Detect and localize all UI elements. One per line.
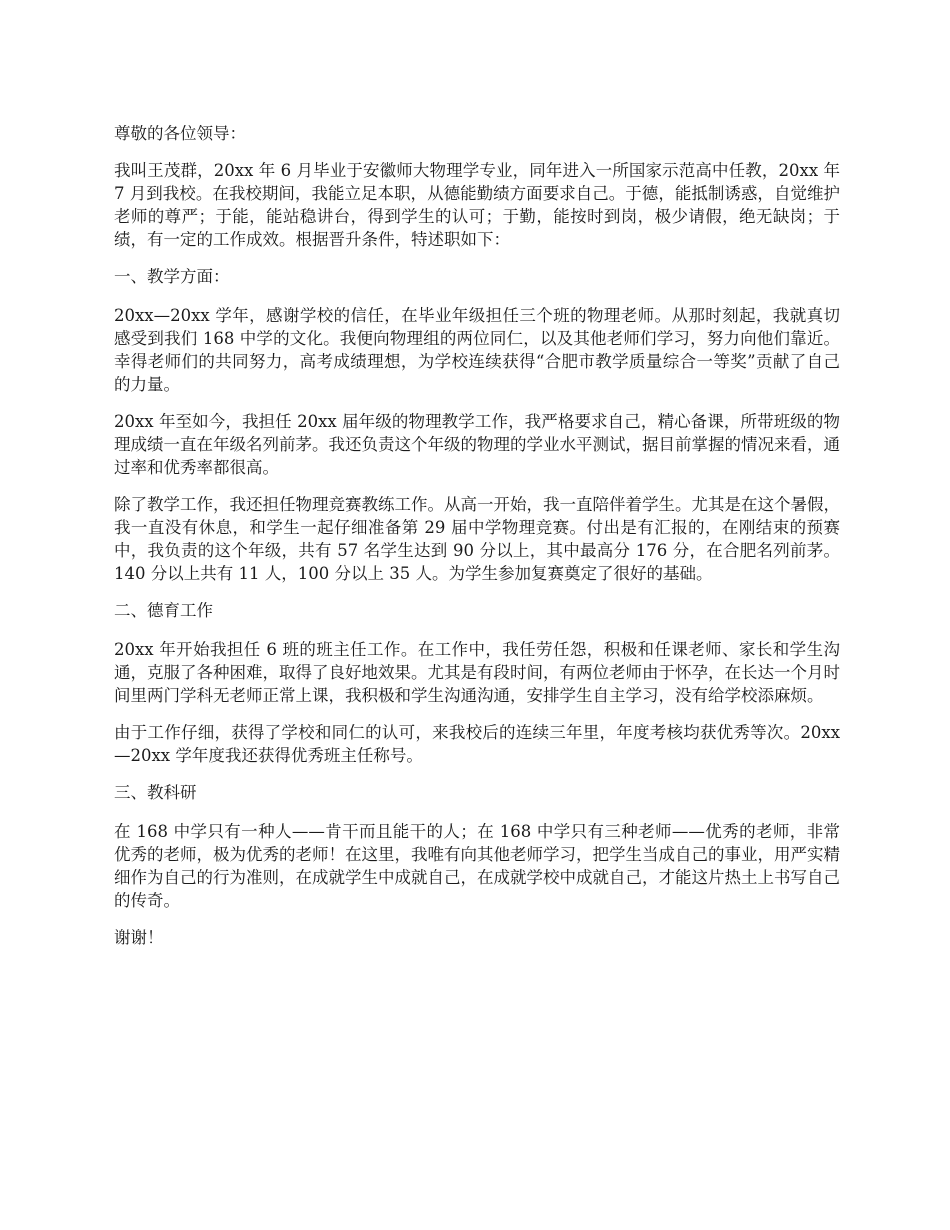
section-heading-teaching: 一、教学方面： <box>114 267 230 286</box>
teaching-paragraph-1: 20xx—20xx 学年，感谢学校的信任，在毕业年级担任三个班的物理老师。从那时刻起，我就真切感受到我们 168 中学的文化。我便向物理组的两位同仁，以及其他老师们学习，努力向他们靠近。幸得老师们的共同努力，高考成绩理想，为学校连续获得“合肥市教学质量综合一等奖”贡献了自己的力量。 <box>114 306 840 394</box>
teaching-paragraph-2: 20xx 年至如今，我担任 20xx 届年级的物理教学工作，我严格要求自己，精心备课，所带班级的物理成绩一直在年级名列前茅。我还负责这个年级的物理的学业水平测试，据目前掌握的情况来看，通过率和优秀率都很高。 <box>114 412 840 477</box>
section-heading-research: 三、教科研 <box>114 783 197 802</box>
salutation: 尊敬的各位领导： <box>114 124 246 143</box>
document-body <box>114 122 840 963</box>
research-paragraph-1: 在 168 中学只有一种人——肯干而且能干的人；在 168 中学只有三种老师——优秀的老师，非常优秀的老师，极为优秀的老师！在这里，我唯有向其他老师学习，把学生当成自己的事业，用严实精细作为自己的行为准则，在成就学生中成就自己，在成就学校中成就自己，才能这片热土上书写自己的传奇。 <box>114 822 840 910</box>
section-heading-moral-education: 二、德育工作 <box>114 601 213 620</box>
closing-thanks: 谢谢！ <box>114 928 164 947</box>
moral-paragraph-1: 20xx 年开始我担任 6 班的班主任工作。在工作中，我任劳任怨，积极和任课老师、家长和学生沟通，克服了各种困难，取得了良好地效果。尤其是有段时间，有两位老师由于怀孕，在长达一个月时间里两门学科无老师正常上课，我积极和学生沟通沟通，安排学生自主学习，没有给学校添麻烦。 <box>114 640 840 705</box>
intro-paragraph: 我叫王茂群，20xx 年 6 月毕业于安徽师大物理学专业，同年进入一所国家示范高中任教，20xx 年 7 月到我校。在我校期间，我能立足本职，从德能勤绩方面要求自己。于德，能抵制诱惑，自觉维护老师的尊严；于能，能站稳讲台，得到学生的认可；于勤，能按时到岗，极少请假，绝无缺岗；于绩，有一定的工作成效。根据晋升条件，特述职如下： <box>114 161 840 249</box>
teaching-paragraph-3: 除了教学工作，我还担任物理竞赛教练工作。从高一开始，我一直陪伴着学生。尤其是在这个暑假，我一直没有休息，和学生一起仔细准备第 29 届中学物理竞赛。付出是有汇报的，在刚结束的预赛中，我负责的这个年级，共有 57 名学生达到 90 分以上，其中最高分 176 分，在合肥名列前茅。140 分以上共有 11 人，100 分以上 35 人。为学生参加复赛奠定了很好的基础。 <box>114 495 840 583</box>
moral-paragraph-2: 由于工作仔细，获得了学校和同仁的认可，来我校后的连续三年里，年度考核均获优秀等次。20xx—20xx 学年度我还获得优秀班主任称号。 <box>114 723 840 765</box>
